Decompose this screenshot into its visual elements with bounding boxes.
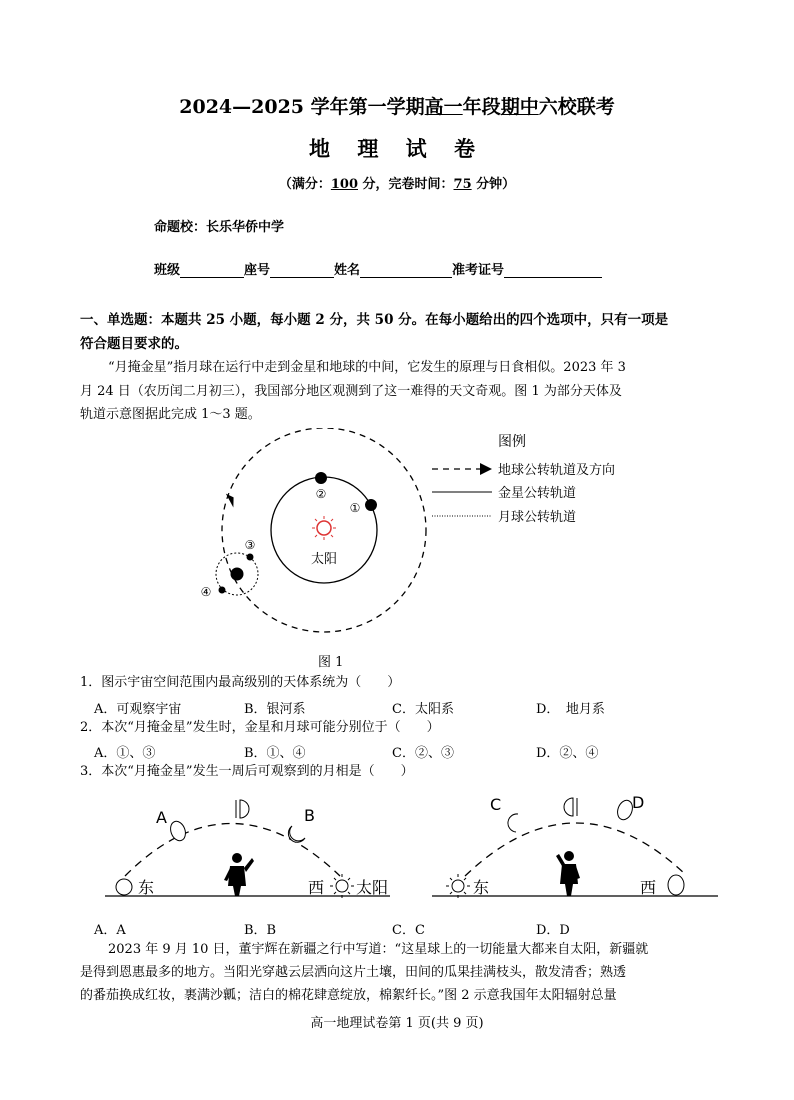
left-sun-icon (330, 874, 354, 898)
q1-option-d[interactable]: D． 地月系 (536, 702, 605, 717)
marker-2: ② (315, 487, 327, 501)
q3-option-b[interactable]: B．B (244, 923, 277, 938)
label-a: A (156, 808, 167, 827)
sun-label: 太阳 (310, 552, 338, 567)
name-field[interactable] (360, 262, 452, 278)
moon-b-icon (288, 826, 305, 842)
moon-position-3 (247, 554, 254, 561)
label-d: D (632, 793, 645, 812)
seat-field[interactable] (270, 262, 334, 278)
exam-title-prefix: 2024—2025 学年第一学期 (179, 96, 425, 118)
observer-left-icon (224, 853, 254, 896)
student-info-fields (154, 259, 602, 278)
label-b: B (304, 806, 315, 825)
q1-option-a[interactable]: A．可观察宇宙 (94, 702, 182, 717)
venus-position-2 (315, 472, 327, 484)
question-2-stem: 2．本次“月掩金星”发生时，金星和月球可能分别位于（ ） (80, 720, 440, 735)
right-half-moon-icon (564, 798, 573, 816)
marker-3: ③ (244, 538, 256, 552)
left-sky-panel (105, 800, 390, 898)
venus-position-1 (365, 499, 377, 511)
moon-phase-figure (80, 786, 730, 916)
q1-option-c[interactable]: C．太阳系 (392, 702, 454, 717)
q2-option-c[interactable]: C．②、③ (392, 746, 454, 761)
left-half-moon-icon (240, 800, 249, 818)
moon-position-4 (219, 587, 226, 594)
intro-line-3: 轨道示意图据此完成 1～3 题。 (80, 407, 261, 422)
section-heading-2: 符合题目要求的。 (80, 336, 188, 352)
section-heading-1: 一、单选题：本题共 25 小题，每小题 2 分，共 50 分。在每小题给出的四个选项中，只有一项是 (80, 312, 669, 328)
exam-title-mid: 年段 (462, 96, 501, 118)
exam-title-grade: 高一 (424, 96, 463, 118)
right-west-label: 西 (640, 878, 657, 897)
q3-option-d[interactable]: D．D (536, 923, 570, 938)
exam-title-term: 期中 (500, 96, 539, 118)
intro-line-2: 月 24 日（农历闰二月初三），我国部分地区观测到了这一难得的天文奇观。图 1 为部分天体及 (80, 384, 622, 399)
exam-title (0, 92, 794, 119)
earth-orbit-arrow-icon (226, 492, 235, 508)
time-value: 75 (453, 177, 472, 192)
q2-option-d[interactable]: D．②、④ (536, 746, 599, 761)
marker-1: ① (349, 501, 361, 515)
figure1-orbit-diagram (190, 428, 650, 658)
marker-4: ④ (200, 585, 212, 599)
question-3-stem: 3．本次“月掩金星”发生一周后可观察到的月相是（ ） (80, 764, 414, 779)
score-note-b: 分，完卷时间： (358, 177, 454, 192)
right-full-moon-icon (668, 875, 684, 895)
left-east-label: 东 (138, 878, 155, 897)
q3-option-c[interactable]: C．C (392, 923, 425, 938)
left-full-moon-icon (116, 879, 132, 895)
earth-position (231, 568, 244, 581)
q2-option-a[interactable]: A．①、③ (94, 746, 156, 761)
question-1-stem: 1．图示宇宙空间范围内最高级别的天体系统为（ ） (80, 675, 401, 690)
q1-option-b[interactable]: B．银河系 (244, 702, 306, 717)
legend-venus: 金星公转轨道 (498, 486, 577, 501)
label-c: C (490, 795, 502, 814)
score-value: 100 (330, 177, 358, 192)
observer-right-icon (556, 851, 580, 896)
legend-earth: 地球公转轨道及方向 (498, 463, 616, 478)
legend-arrow-icon (480, 463, 492, 475)
moon-c-icon (508, 814, 518, 832)
page-footer: 高一地理试卷第 1 页(共 9 页) (310, 1016, 484, 1031)
right-sky-panel (432, 793, 718, 898)
earth-orbit (222, 428, 426, 632)
passage2-line-2: 是得到恩惠最多的地方。当阳光穿越云层洒向这片土壤，田间的瓜果挂满枝头，散发清香；熟透 (80, 965, 627, 980)
left-west-label: 西 (308, 878, 325, 897)
field-label-class: 班级 (154, 263, 181, 278)
right-east-label: 东 (473, 878, 490, 897)
field-label-seat: 座号 (244, 263, 271, 278)
sun-icon (312, 516, 336, 540)
passage2-line-1: 2023 年 9 月 10 日，董宇辉在新疆之行中写道：“这星球上的一切能量大都来自太阳，新疆就 (108, 942, 649, 957)
figure1-caption: 图 1 (318, 655, 344, 670)
intro-line-1: “月掩金星”指月球在运行中走到金星和地球的中间，它发生的原理与日食相似。2023 年 3 (108, 360, 626, 375)
exam-title-suffix: 六校联考 (538, 96, 615, 118)
subject-title: 地 理 试 卷 (309, 136, 485, 161)
score-note-a: （满分： (278, 177, 331, 192)
school-line: 命题校：长乐华侨中学 (154, 220, 285, 235)
score-note-c: 分钟） (471, 177, 516, 192)
score-note (0, 173, 794, 192)
legend-title: 图例 (498, 434, 526, 450)
moon-a-icon (168, 819, 188, 843)
legend-moon: 月球公转轨道 (498, 510, 577, 525)
field-label-exam-id: 准考证号 (452, 263, 505, 278)
left-sun-label: 太阳 (356, 878, 389, 897)
class-field[interactable] (180, 262, 244, 278)
passage2-line-3: 的番茄换成红妆，裹满沙瓤；洁白的棉花肆意绽放，棉絮纤长。”图 2 示意我国年太阳辐射总量 (80, 988, 617, 1003)
right-sun-icon (446, 874, 470, 898)
q2-option-b[interactable]: B．①、④ (244, 746, 306, 761)
q3-option-a[interactable]: A．A (94, 923, 126, 938)
field-label-name: 姓名 (334, 263, 361, 278)
exam-id-field[interactable] (504, 262, 602, 278)
